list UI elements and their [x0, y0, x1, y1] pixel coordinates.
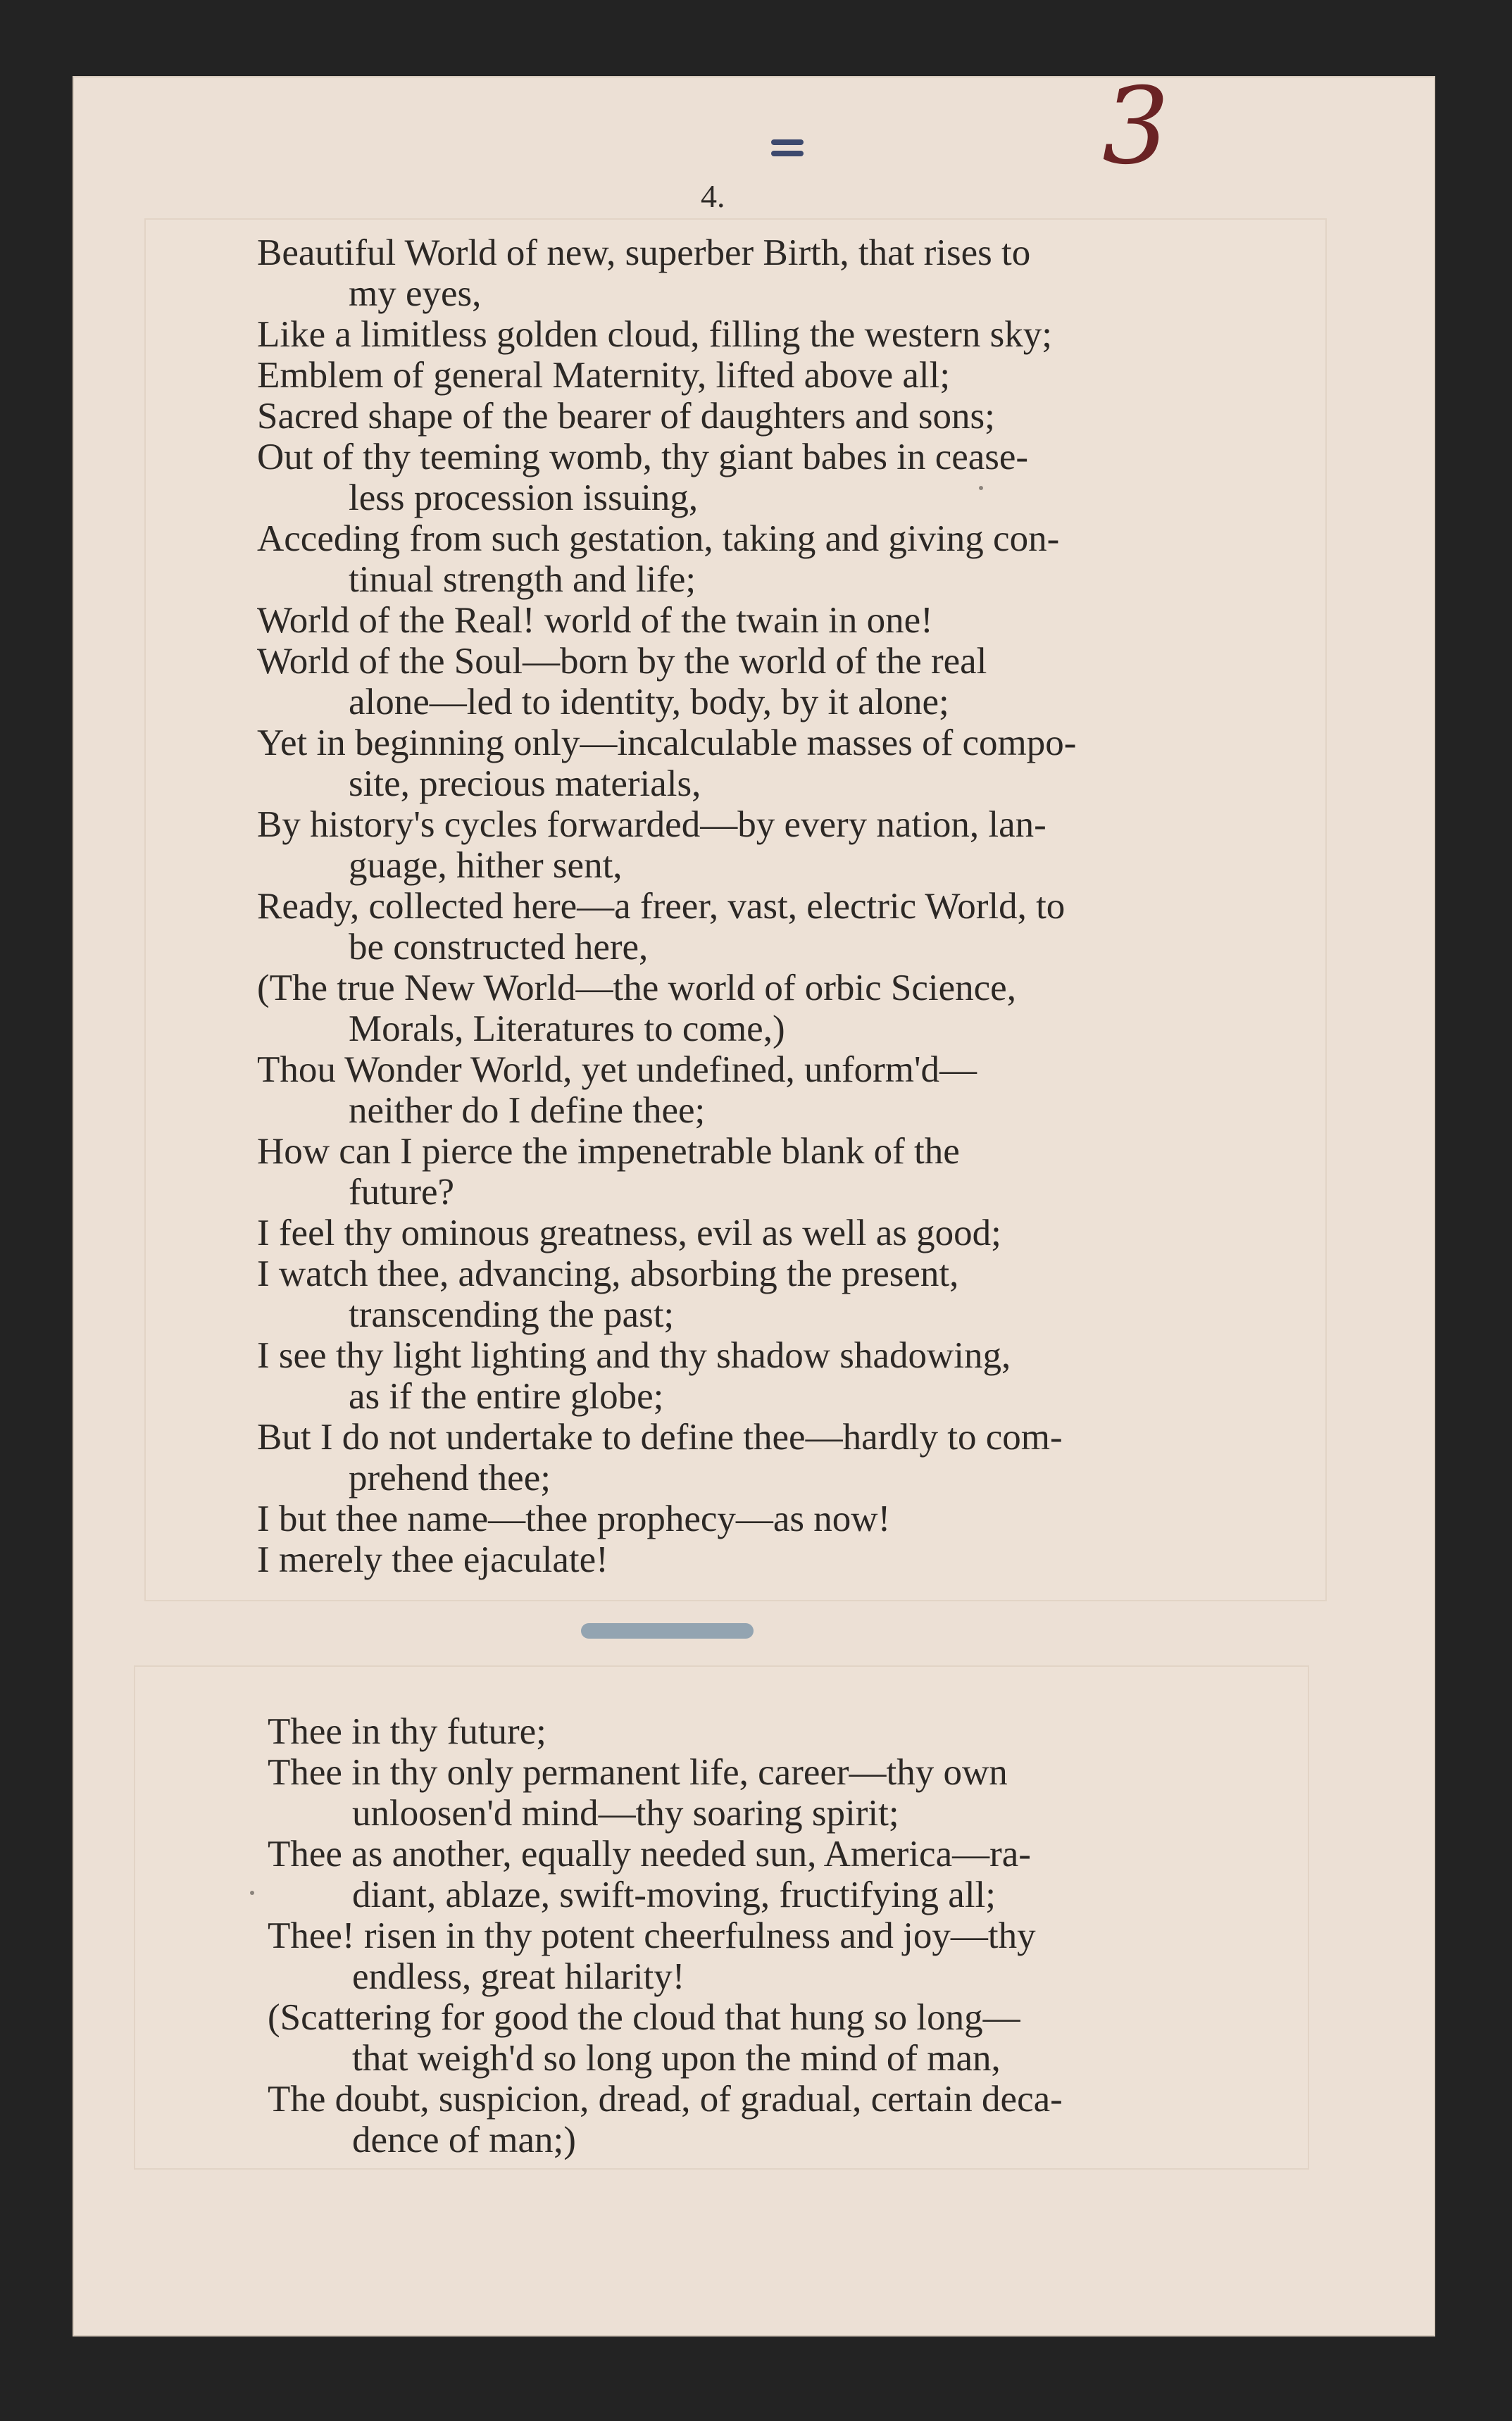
line-continuation: transcending the past; — [349, 1294, 675, 1335]
line-continuation: that weigh'd so long upon the mind of man, — [352, 2038, 1001, 2079]
pencil-equals-mark — [771, 139, 806, 168]
poem-line — [257, 886, 1194, 968]
poem-line — [257, 1253, 1194, 1335]
line-continuation: as if the entire globe; — [349, 1376, 664, 1417]
poem-line — [257, 437, 1194, 518]
line-continuation: future? — [349, 1172, 455, 1213]
line-continuation: site, precious materials, — [349, 763, 701, 804]
line-continuation: tinual strength and life; — [349, 559, 696, 600]
line-text: Acceding from such gestation, taking and giving con- — [257, 518, 1060, 559]
line-text: Thou Wonder World, yet undefined, unform'd— — [257, 1049, 977, 1090]
line-continuation: diant, ablaze, swift-moving, fructifying all; — [352, 1875, 996, 1915]
poem-line — [268, 2079, 1204, 2160]
line-text: By history's cycles forwarded—by every nation, lan- — [257, 804, 1046, 845]
poem-line — [268, 1834, 1204, 1915]
poem-line — [257, 1499, 1194, 1539]
line-continuation: Morals, Literatures to come,) — [349, 1008, 785, 1049]
paper-fleck — [250, 1891, 254, 1895]
poem-line — [257, 396, 1194, 437]
line-continuation: prehend thee; — [349, 1458, 551, 1499]
line-text: World of the Real! world of the twain in one! — [257, 600, 933, 641]
line-text: Thee as another, equally needed sun, America—ra- — [268, 1834, 1031, 1875]
line-continuation: neither do I define thee; — [349, 1090, 706, 1131]
line-continuation: alone—led to identity, body, by it alone; — [349, 682, 949, 722]
line-text: Yet in beginning only—incalculable masses of compo- — [257, 722, 1077, 763]
line-continuation: less procession issuing, — [349, 477, 699, 518]
poem-line — [257, 232, 1194, 314]
poem-stanza-2 — [268, 1711, 1204, 2160]
poem-stanza-1 — [257, 232, 1194, 1580]
poem-line — [268, 1752, 1204, 1834]
line-text: (The true New World—the world of orbic Science, — [257, 968, 1016, 1008]
poem-line — [257, 968, 1194, 1049]
line-text: The doubt, suspicion, dread, of gradual, certain deca- — [268, 2079, 1063, 2120]
line-text: Like a limitless golden cloud, filling the western sky; — [257, 314, 1052, 355]
poem-line — [257, 1131, 1194, 1213]
line-text: I but thee name—thee prophecy—as now! — [257, 1499, 891, 1539]
line-continuation: my eyes, — [349, 273, 482, 314]
poem-line — [257, 1213, 1194, 1253]
line-continuation: guage, hither sent, — [349, 845, 623, 886]
poem-line — [257, 355, 1194, 396]
poem-line — [257, 804, 1194, 886]
pencil-stroke-bottom — [771, 151, 804, 156]
line-text: I merely thee ejaculate! — [257, 1539, 608, 1580]
poem-line — [268, 1711, 1204, 1752]
line-text: Out of thy teeming womb, thy giant babes in cease- — [257, 437, 1029, 477]
line-text: World of the Soul—born by the world of the real — [257, 641, 987, 682]
line-text: Sacred shape of the bearer of daughters and sons; — [257, 396, 995, 437]
line-text: I see thy light lighting and thy shadow shadowing, — [257, 1335, 1011, 1376]
paper-fleck — [979, 486, 983, 490]
line-text: Thee! risen in thy potent cheerfulness and joy—thy — [268, 1915, 1036, 1956]
poem-line — [257, 1049, 1194, 1131]
line-text: But I do not undertake to define thee—hardly to com- — [257, 1417, 1063, 1458]
folio-mark: 3 — [1102, 65, 1170, 188]
line-continuation: unloosen'd mind—thy soaring spirit; — [352, 1793, 899, 1834]
poem-line — [268, 1997, 1204, 2079]
pencil-stroke-top — [771, 139, 804, 145]
poem-line — [257, 1335, 1194, 1417]
line-text: I watch thee, advancing, absorbing the present, — [257, 1253, 959, 1294]
blue-ink-smudge — [581, 1623, 754, 1639]
poem-line — [257, 314, 1194, 355]
line-text: Beautiful World of new, superber Birth, that rises to — [257, 232, 1031, 273]
line-continuation: be constructed here, — [349, 927, 649, 968]
line-text: How can I pierce the impenetrable blank of the — [257, 1131, 960, 1172]
poem-line — [257, 641, 1194, 722]
page-number: 4. — [701, 178, 725, 214]
line-text: Thee in thy future; — [268, 1711, 546, 1752]
poem-line — [268, 1915, 1204, 1997]
line-continuation: endless, great hilarity! — [352, 1956, 685, 1997]
line-text: I feel thy ominous greatness, evil as well as good; — [257, 1213, 1001, 1253]
poem-line — [257, 722, 1194, 804]
poem-line — [257, 518, 1194, 600]
line-text: Thee in thy only permanent life, career—thy own — [268, 1752, 1008, 1793]
poem-line — [257, 1539, 1194, 1580]
line-text: (Scattering for good the cloud that hung so long— — [268, 1997, 1020, 2038]
line-continuation: dence of man;) — [352, 2120, 576, 2160]
line-text: Emblem of general Maternity, lifted above all; — [257, 355, 951, 396]
poem-line — [257, 600, 1194, 641]
poem-line — [257, 1417, 1194, 1499]
line-text: Ready, collected here—a freer, vast, electric World, to — [257, 886, 1066, 927]
